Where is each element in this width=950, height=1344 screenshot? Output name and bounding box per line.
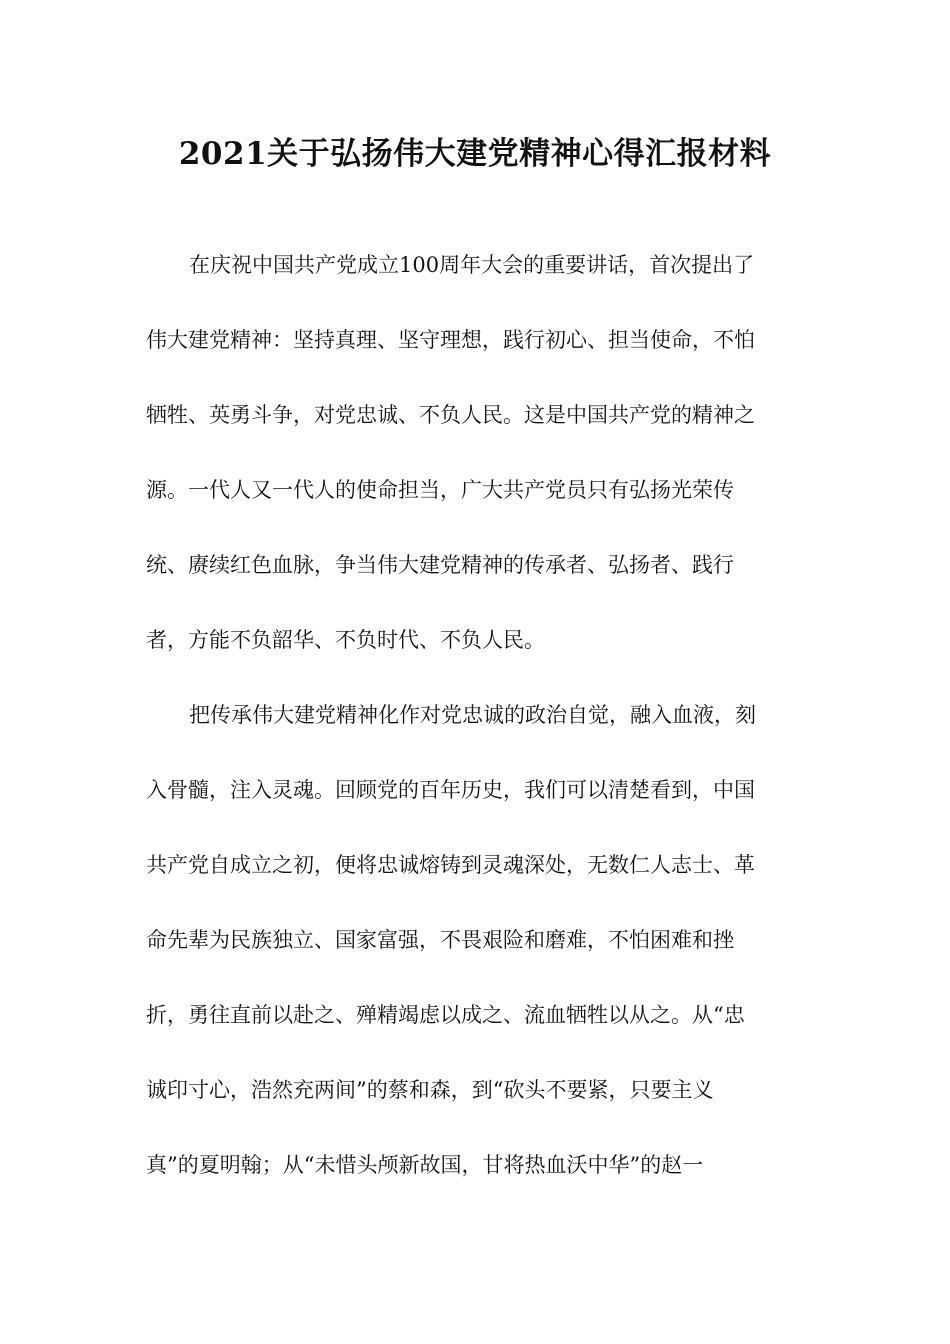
paragraph-1 — [146, 228, 796, 678]
paragraph-line: 统、赓续红色血脉，争当伟大建党精神的传承者、弘扬者、践行 — [146, 553, 734, 577]
paragraph-line: 诚印寸心，浩然充两间”的蔡和森，到“砍头不要紧，只要主义 — [146, 1078, 714, 1102]
paragraph-line: 入骨髓，注入灵魂。回顾党的百年历史，我们可以清楚看到，中国 — [146, 778, 755, 802]
paragraph-line: 命先辈为民族独立、国家富强，不畏艰险和磨难，不怕困难和挫 — [146, 928, 734, 952]
paragraph-line: 把传承伟大建党精神化作对党忠诚的政治自觉，融入血液，刻 — [189, 703, 756, 727]
paragraph-line: 伟大建党精神：坚持真理、坚守理想，践行初心、担当使命，不怕 — [146, 328, 755, 352]
paragraph-line: 真”的夏明翰；从“未惜头颅新故国，甘将热血沃中华”的赵一 — [146, 1153, 704, 1177]
paragraph-line: 共产党自成立之初，便将忠诚熔铸到灵魂深处，无数仁人志士、革 — [146, 853, 755, 877]
paragraph-line: 源。一代人又一代人的使命担当，广大共产党员只有弘扬光荣传 — [146, 478, 734, 502]
document-body — [146, 228, 796, 1203]
document-title: 2021关于弘扬伟大建党精神心得汇报材料 — [178, 136, 772, 172]
paragraph-line: 牺牲、英勇斗争，对党忠诚、不负人民。这是中国共产党的精神之 — [146, 403, 755, 427]
paragraph-line: 者，方能不负韶华、不负时代、不负人民。 — [146, 628, 545, 652]
paragraph-line: 折，勇往直前以赴之、殚精竭虑以成之、流血牺牲以从之。从“忠 — [146, 1003, 745, 1027]
paragraph-line: 在庆祝中国共产党成立100周年大会的重要讲话，首次提出了 — [189, 253, 755, 277]
paragraph-2 — [146, 678, 796, 1203]
